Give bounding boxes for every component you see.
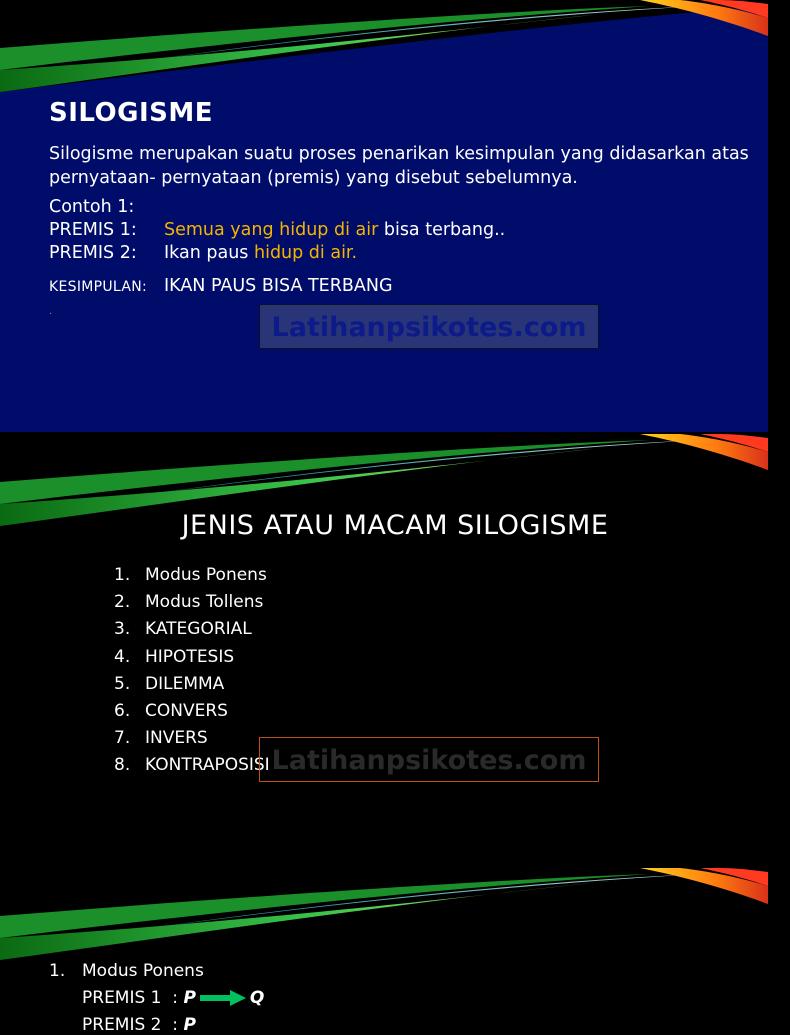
item-label: Modus Tollens [145, 592, 264, 613]
item-label: CONVERS [145, 700, 228, 721]
kesimpulan-label: KESIMPULAN: [49, 279, 147, 295]
premis-1-highlight: Semua yang hidup di air [164, 220, 379, 240]
item-number: 6. [114, 700, 131, 721]
silogisme-type-list [114, 562, 270, 780]
item-label: DILEMMA [145, 673, 225, 694]
list-item [114, 616, 270, 643]
item-label: KATEGORIAL [145, 619, 252, 640]
list-item [114, 562, 270, 589]
slide-silogisme [0, 0, 768, 432]
item-label: Modus Ponens [82, 961, 204, 981]
item-number: 5. [114, 673, 131, 694]
list-item [114, 725, 270, 752]
list-item [114, 589, 270, 616]
list-item [114, 644, 270, 671]
list-item [114, 752, 270, 779]
item-label: INVERS [145, 728, 208, 749]
premis-2-p: P [183, 1015, 196, 1035]
premis-1-rest: bisa terbang.. [378, 220, 506, 240]
item-number: 3. [114, 619, 131, 640]
premis-2-row [82, 1015, 196, 1035]
slide-modus-ponens [0, 868, 768, 1035]
list-item [114, 671, 270, 698]
premis-1-p: P [183, 988, 196, 1008]
premis-1-q: Q [249, 988, 265, 1008]
premis-1-row [49, 220, 505, 240]
item-number: 2. [114, 592, 131, 613]
premis-2-label: PREMIS 2: [49, 243, 137, 263]
modus-ponens-heading [49, 961, 204, 981]
contoh-label: Contoh 1: [49, 197, 135, 217]
item-label: KONTRAPOSISI [145, 755, 270, 776]
definition-paragraph: Silogisme merupakan suatu proses penarikan kesimpulan yang didasarkan atas pernyataan- pernyataan (premis) yang disebut sebelumnya. [49, 144, 749, 188]
swoosh-decoration [0, 0, 768, 110]
watermark: Latihanpsikotes.com [259, 304, 599, 349]
slide-title: SILOGISME [49, 98, 214, 128]
list-item [114, 698, 270, 725]
item-number: 1. [114, 565, 131, 585]
premis-2-plain: Ikan paus [164, 243, 254, 263]
item-number: 4. [114, 646, 131, 667]
slide-title: JENIS ATAU MACAM SILOGISME [181, 510, 609, 541]
premis-1-row [82, 988, 264, 1008]
kesimpulan-value: IKAN PAUS BISA TERBANG [164, 276, 393, 296]
stray-dot: . [49, 306, 53, 317]
slide-jenis-silogisme [0, 434, 768, 866]
item-label: HIPOTESIS [145, 646, 235, 667]
item-number: 1. [49, 961, 66, 981]
premis-1-label: PREMIS 1: [49, 220, 137, 240]
premis-1-label: PREMIS 1 : [82, 988, 184, 1008]
premis-2-highlight: hidup di air. [253, 243, 358, 263]
item-number: 8. [114, 755, 131, 776]
premis-2-label: PREMIS 2 : [82, 1015, 184, 1035]
item-number: 7. [114, 728, 131, 749]
watermark: Latihanpsikotes.com [259, 737, 599, 782]
premis-2-row [49, 243, 357, 263]
implies-arrow-icon [200, 990, 246, 1006]
item-label: Modus Ponens [145, 565, 267, 585]
kesimpulan-row [49, 276, 393, 296]
